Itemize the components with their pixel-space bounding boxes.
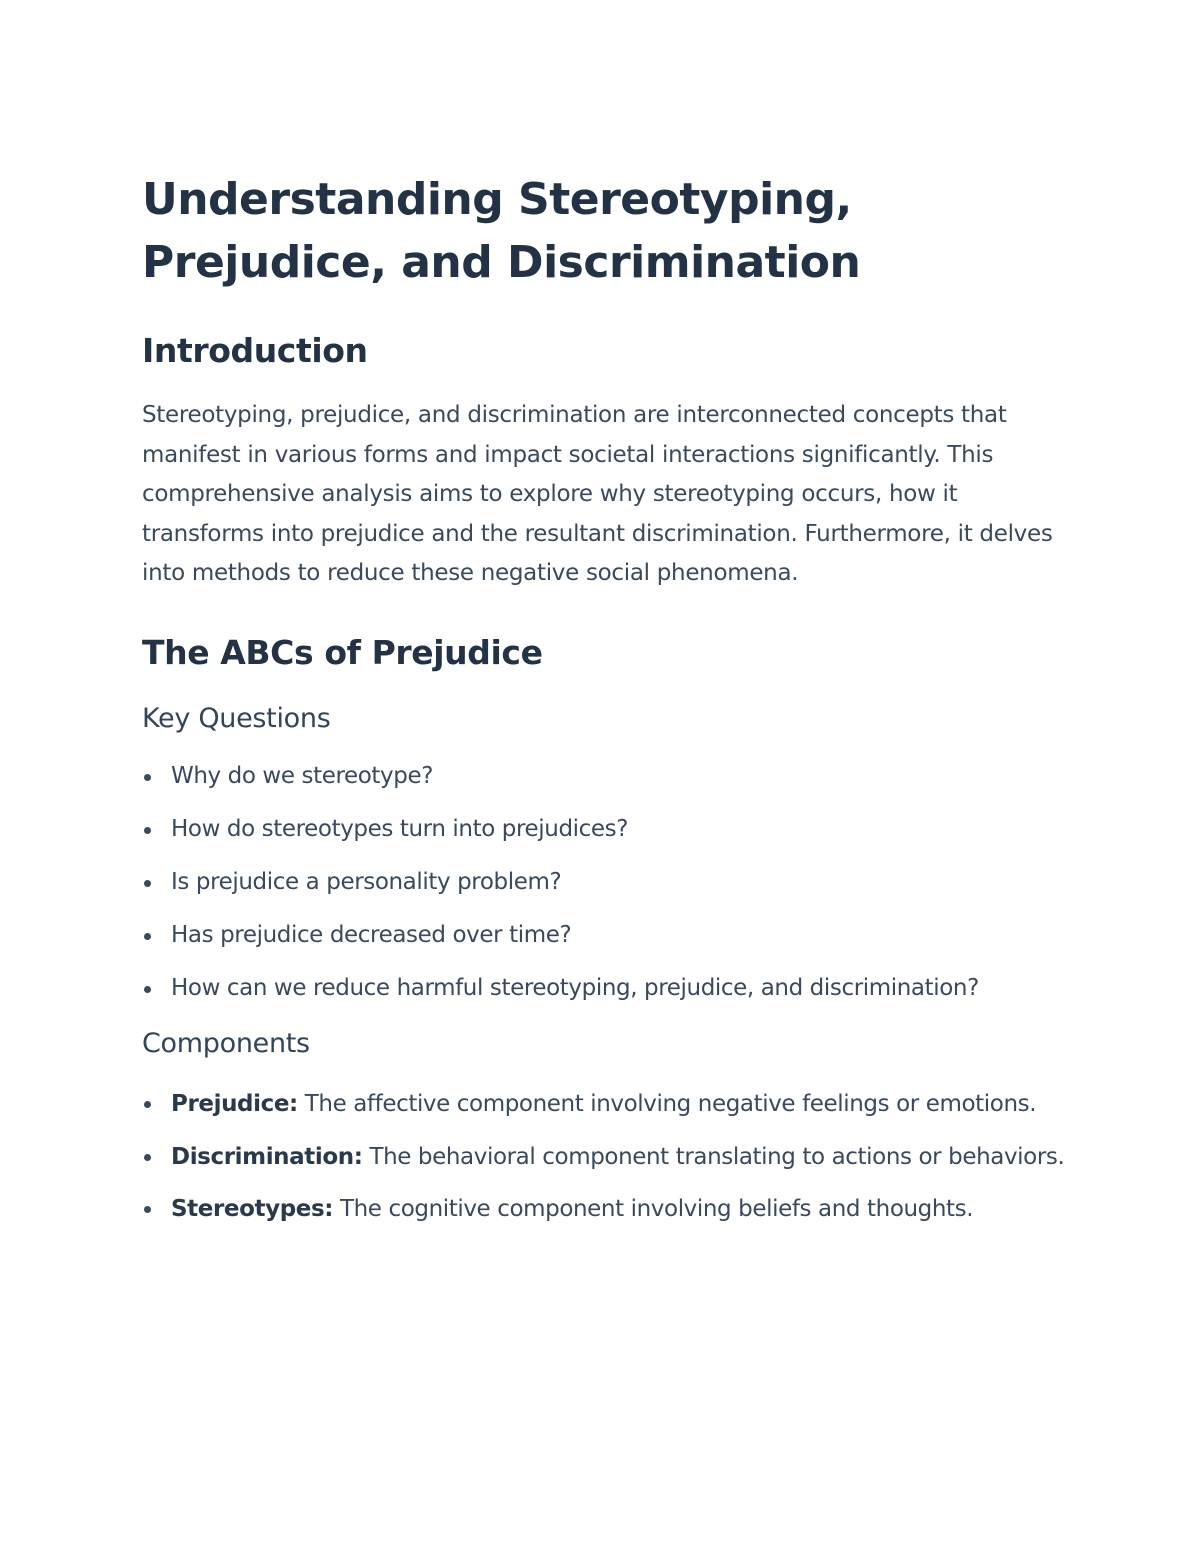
component-description: The affective component involving negative feelings or emotions.: [297, 1090, 1037, 1117]
list-item: [142, 866, 1072, 899]
component-term: Discrimination:: [171, 1143, 363, 1170]
components-list: [142, 1085, 1072, 1230]
bullet-icon: [144, 986, 151, 993]
component-term: Prejudice:: [171, 1090, 298, 1117]
list-item-text: Is prejudice a personality problem?: [171, 868, 562, 895]
list-item: [142, 1085, 1072, 1125]
components-heading: Components: [142, 1027, 310, 1059]
key-questions-list: [142, 760, 1072, 1005]
list-item: [142, 972, 1072, 1005]
list-item: [142, 813, 1072, 846]
introduction-heading: Introduction: [142, 331, 368, 370]
list-item: [142, 1190, 1072, 1230]
bullet-icon: [144, 774, 151, 781]
component-description: The cognitive component involving beliefs and thoughts.: [333, 1196, 974, 1223]
list-item-text: How do stereotypes turn into prejudices?: [171, 815, 629, 842]
bullet-icon: [144, 1101, 151, 1108]
document-title: Understanding Stereotyping, Prejudice, and Discrimination: [142, 174, 861, 288]
list-item: [142, 919, 1072, 952]
list-item: [142, 1138, 1072, 1178]
list-item-text: Has prejudice decreased over time?: [171, 921, 572, 948]
bullet-icon: [144, 1154, 151, 1161]
abcs-heading: The ABCs of Prejudice: [142, 632, 543, 672]
bullet-icon: [144, 933, 151, 940]
component-description: The behavioral component translating to actions or behaviors.: [362, 1143, 1065, 1170]
component-term: Stereotypes:: [171, 1196, 334, 1223]
list-item-text: How can we reduce harmful stereotyping, prejudice, and discrimination?: [171, 974, 979, 1001]
document-page: [142, 168, 1072, 1243]
list-item-text: Why do we stereotype?: [171, 762, 434, 789]
key-questions-heading: Key Questions: [142, 702, 331, 734]
bullet-icon: [144, 827, 151, 834]
introduction-paragraph: Stereotyping, prejudice, and discrimination are interconnected concepts that manifest in various forms and impact societal interactions significantly. This comprehensive analysis aims to explore why stereotyping occurs, how it transforms into prejudice and the resultant discrimination. Furthermore, it delves into methods to reduce these negative social phenomena.: [142, 402, 1053, 587]
bullet-icon: [144, 880, 151, 887]
bullet-icon: [144, 1206, 151, 1213]
list-item: [142, 760, 1072, 793]
